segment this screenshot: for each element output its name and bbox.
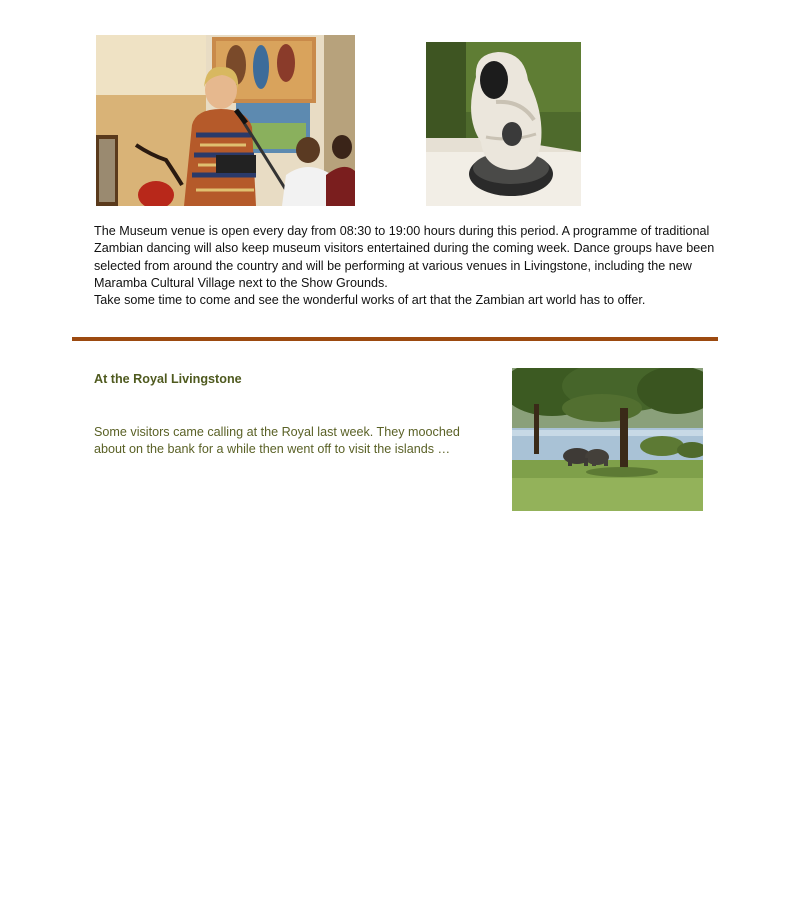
museum-paragraph-1: The Museum venue is open every day from 08:30 to 19:00 hours during this period. A programme of traditional Zambian dancing will also keep museum visitors entertained during the coming week. Dance groups have been selected from around the country and will be performing at various venues in Livingstone, including the new Maramba Cultural Village next to the Show Grounds.	[94, 224, 715, 290]
royal-livingstone-text: Some visitors came calling at the Royal last week. They mooched about on the bank for a while then went off to visit the islands …	[94, 425, 460, 457]
section-divider	[72, 337, 718, 341]
royal-livingstone-heading: At the Royal Livingstone	[94, 372, 242, 386]
speaker-photo	[96, 35, 355, 206]
sculpture-photo	[426, 42, 581, 206]
museum-paragraph	[94, 223, 724, 309]
riverbank-photo	[512, 368, 703, 511]
museum-paragraph-2: Take some time to come and see the wonderful works of art that the Zambian art world has to offer.	[94, 293, 646, 308]
